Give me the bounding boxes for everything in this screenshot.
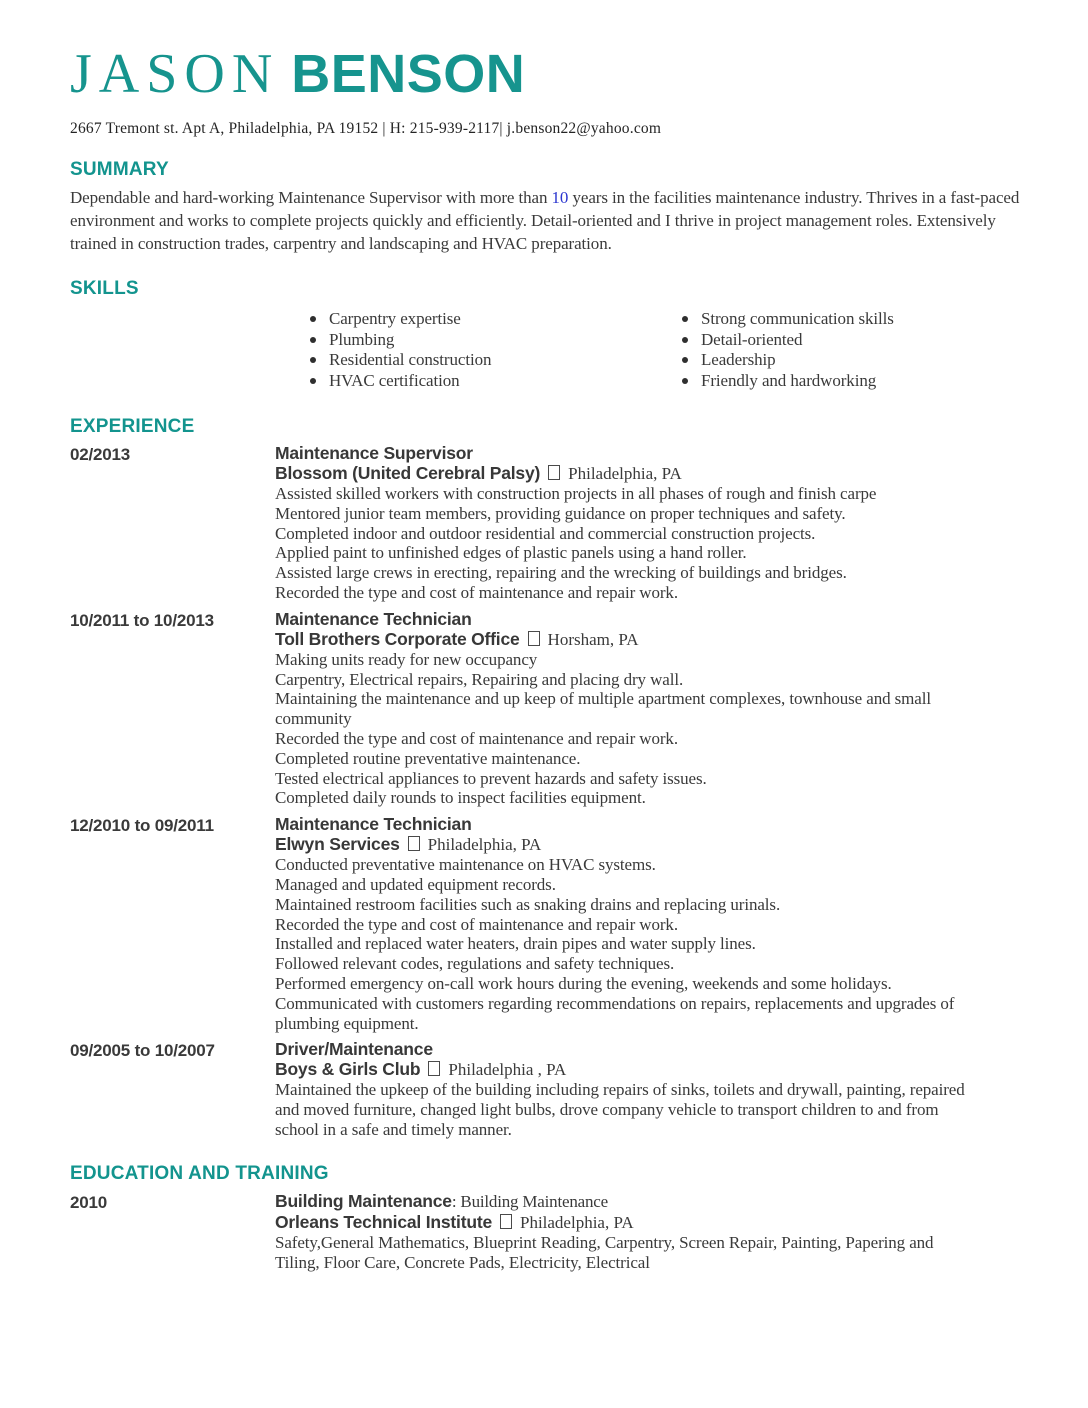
coursework-text: Safety,General Mathematics, Blueprint Reading, Carpentry, Screen Repair, Painting, Papering and Tiling, Floor Care, Concrete Pads, Electricity, Electrical	[275, 1232, 934, 1272]
job-duty-line: Communicated with customers regarding recommendations on repairs, replacements and upgrades of plumbing equipment.	[275, 993, 955, 1033]
job-duty-line: Assisted large crews in erecting, repairing and the wrecking of buildings and bridges.	[275, 563, 847, 583]
job-duty-line: Carpentry, Electrical repairs, Repairing and placing dry wall.	[275, 669, 684, 689]
job-company-line	[275, 629, 980, 650]
job-duty-line: Conducted preventative maintenance on HVAC systems.	[275, 855, 656, 875]
job-duty-line: Completed indoor and outdoor residential and commercial construction projects.	[275, 523, 816, 543]
skills-section	[70, 278, 1022, 391]
education-year: 2010	[70, 1192, 108, 1212]
job-duty-line: Installed and replaced water heaters, drain pipes and water supply lines.	[275, 934, 756, 954]
job-list	[70, 443, 1022, 1140]
skill-label: Carpentry expertise	[329, 309, 461, 328]
degree-name: Building Maintenance	[275, 1190, 452, 1211]
education-entry	[70, 1191, 1022, 1273]
job-duty-line: Recorded the type and cost of maintenance and repair work.	[275, 914, 678, 934]
school-location: Philadelphia, PA	[519, 1212, 634, 1232]
company-name: Boys & Girls Club	[275, 1059, 421, 1080]
experience-heading: EXPERIENCE	[70, 416, 195, 437]
company-name: Elwyn Services	[275, 834, 400, 855]
skills-heading: SKILLS	[70, 278, 139, 299]
skill-item	[310, 350, 682, 371]
bullet-icon	[682, 378, 688, 384]
job-entry	[70, 814, 1022, 1033]
skill-item	[310, 309, 682, 330]
job-entry	[70, 1039, 1022, 1139]
bullet-icon	[310, 337, 316, 343]
missing-glyph-box	[548, 465, 560, 480]
job-content	[275, 443, 980, 603]
job-location: Horsham, PA	[547, 629, 639, 649]
job-duties	[275, 855, 980, 1033]
company-name: Blossom (United Cerebral Palsy)	[275, 463, 541, 483]
job-title: Maintenance Supervisor	[275, 443, 473, 463]
degree-detail: : Building Maintenance	[451, 1191, 608, 1211]
skill-item	[682, 371, 894, 392]
page-title	[70, 44, 1022, 111]
education-degree-line	[275, 1191, 980, 1212]
school-name: Orleans Technical Institute	[275, 1211, 492, 1232]
skill-item	[310, 330, 682, 351]
job-company-line	[275, 834, 980, 855]
job-location: Philadelphia, PA	[427, 835, 542, 855]
skill-label: Friendly and hardworking	[701, 370, 877, 390]
job-duty-line: Completed routine preventative maintenance.	[275, 748, 581, 768]
missing-glyph-box	[528, 631, 540, 646]
education-content	[275, 1191, 980, 1273]
job-duty-line: Completed daily rounds to inspect facilities equipment.	[275, 788, 646, 808]
summary-text-after: years in the facilities maintenance industry. Thrives in a fast-paced environment and works to complete projects quickly and efficiently. Detail-oriented and I thrive in project management roles. Extensively trained in construction trades, carpentry and landscaping and HVAC preparation.	[70, 188, 1020, 253]
summary-heading: SUMMARY	[70, 159, 169, 180]
job-dates: 02/2013	[70, 445, 131, 464]
job-content	[275, 609, 980, 808]
school-line	[275, 1212, 980, 1233]
skill-item	[310, 371, 682, 392]
job-duty-line: Assisted skilled workers with construction projects in all phases of rough and finish carpe	[275, 484, 877, 503]
missing-glyph-box	[408, 836, 420, 851]
job-location: Philadelphia , PA	[448, 1060, 567, 1080]
skill-label: Leadership	[701, 350, 776, 369]
job-duty-line: Tested electrical appliances to prevent hazards and safety issues.	[275, 768, 707, 788]
job-dates: 10/2011 to 10/2013	[70, 610, 214, 630]
skill-item	[682, 330, 894, 351]
education-section	[70, 1163, 1022, 1273]
job-company-line	[275, 463, 980, 484]
job-company-line	[275, 1059, 980, 1080]
missing-glyph-box	[500, 1214, 512, 1229]
job-content	[275, 814, 980, 1033]
job-dates: 09/2005 to 10/2007	[70, 1041, 215, 1061]
job-duties	[275, 484, 980, 603]
job-duty-line: Performed emergency on-call work hours during the evening, weekends and some holidays.	[275, 973, 892, 993]
job-duty-line: Making units ready for new occupancy	[275, 649, 538, 669]
job-dates: 12/2010 to 09/2011	[70, 816, 214, 836]
skill-label: HVAC certification	[329, 370, 460, 390]
job-entry	[70, 609, 1022, 808]
job-duty-line: Maintaining the maintenance and up keep of multiple apartment complexes, townhouse and small community	[275, 689, 931, 729]
job-duty-line: Mentored junior team members, providing guidance on proper techniques and safety.	[275, 503, 846, 523]
skills-columns	[310, 309, 1022, 391]
contact-line: 2667 Tremont st. Apt A, Philadelphia, PA 19152 | H: 215-939-2117| j.benson22@yahoo.com	[70, 120, 662, 137]
job-duty-line: Recorded the type and cost of maintenance and repair work.	[275, 582, 678, 602]
job-entry	[70, 443, 1022, 603]
summary-text-before: Dependable and hard-working Maintenance Supervisor with more than	[70, 188, 552, 207]
job-duties	[275, 650, 980, 808]
education-heading: EDUCATION AND TRAINING	[70, 1162, 329, 1184]
job-duty-line: Followed relevant codes, regulations and safety techniques.	[275, 954, 675, 974]
bullet-icon	[682, 357, 688, 363]
job-title: Driver/Maintenance	[275, 1039, 433, 1060]
skill-item	[682, 350, 894, 371]
job-duties	[275, 1080, 980, 1139]
job-duty-line: Applied paint to unfinished edges of plastic panels using a hand roller.	[275, 543, 747, 563]
bullet-icon	[682, 316, 688, 322]
skill-label: Strong communication skills	[701, 309, 894, 328]
skill-label: Plumbing	[329, 329, 395, 349]
summary-section	[70, 159, 1022, 255]
job-duty-line: Maintained the upkeep of the building including repairs of sinks, toilets and drywall, painting, repaired and moved furniture, changed light bulbs, drove company vehicle to transport children to and from school in a safe and timely manner.	[275, 1080, 965, 1139]
missing-glyph-box	[428, 1061, 440, 1076]
skill-label: Residential construction	[329, 350, 492, 369]
job-duty-line: Maintained restroom facilities such as snaking drains and replacing urinals.	[275, 894, 781, 914]
summary-text	[70, 186, 1020, 255]
skill-item	[682, 309, 894, 330]
skills-column-left	[310, 309, 682, 391]
skill-label: Detail-oriented	[701, 329, 803, 349]
bullet-icon	[310, 378, 316, 384]
job-duty-line: Managed and updated equipment records.	[275, 874, 556, 894]
job-location: Philadelphia, PA	[568, 464, 682, 483]
bullet-icon	[682, 337, 688, 343]
skills-column-right	[682, 309, 894, 391]
bullet-icon	[310, 357, 316, 363]
experience-section	[70, 416, 1022, 1140]
job-title: Maintenance Technician	[275, 608, 472, 629]
summary-highlight-number: 10	[551, 188, 569, 207]
job-content	[275, 1039, 980, 1139]
job-duty-line: Recorded the type and cost of maintenance and repair work.	[275, 728, 678, 748]
company-name: Toll Brothers Corporate Office	[275, 628, 520, 649]
bullet-icon	[310, 316, 316, 322]
last-name: BENSON	[291, 44, 526, 104]
job-title: Maintenance Technician	[275, 814, 472, 835]
first-name: JASON	[70, 43, 280, 105]
